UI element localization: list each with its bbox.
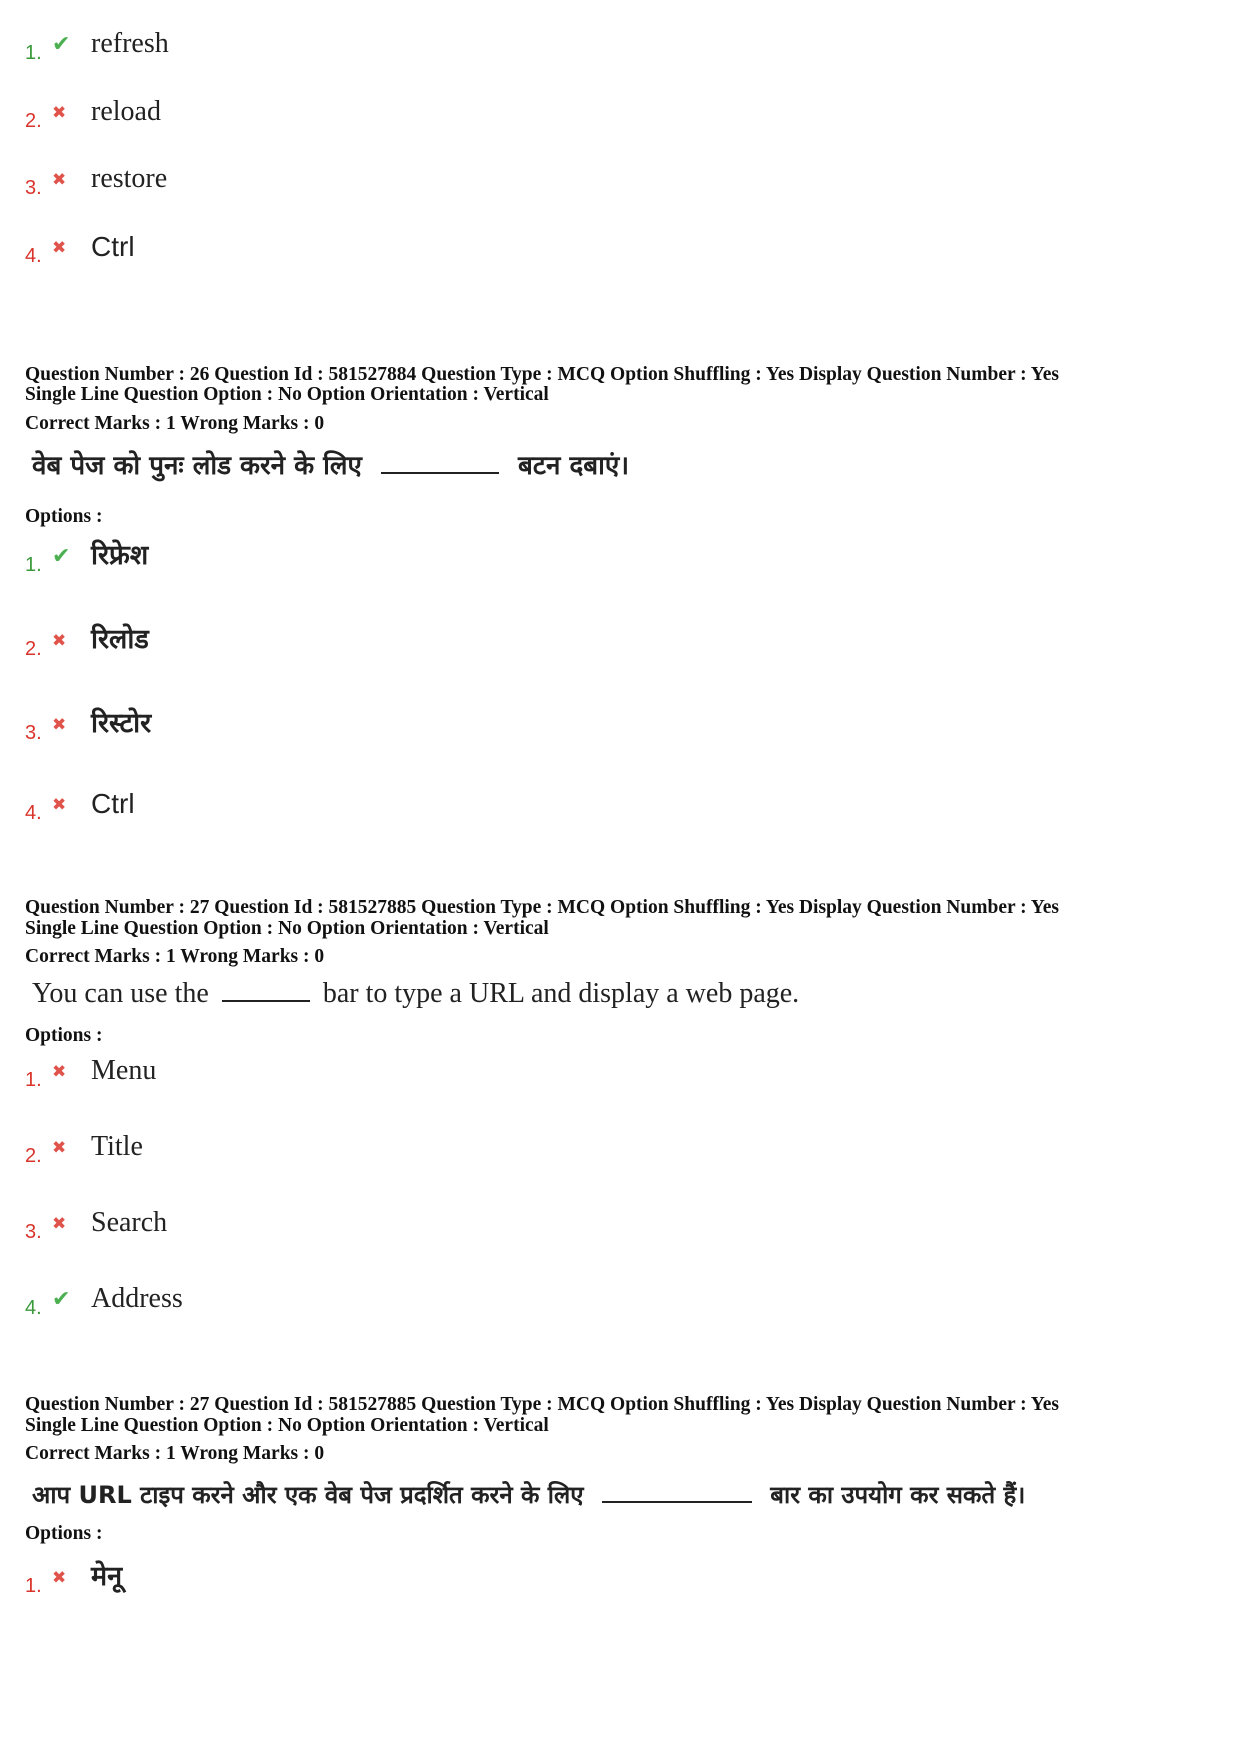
marks-line: Correct Marks : 1 Wrong Marks : 0 (25, 1443, 325, 1464)
answer-blank (602, 1479, 752, 1503)
cross-mark-icon: ✖ (52, 1138, 67, 1158)
question-text-start: वेब पेज को पुनः लोड करने के लिए (32, 451, 362, 481)
option-number: 2. (25, 1145, 42, 1167)
question-text-end: bar to type a URL and display a web page. (322, 978, 800, 1009)
cross-mark-icon: ✖ (52, 238, 67, 258)
options-label: Options : (25, 1523, 103, 1544)
option-text: refresh (91, 28, 169, 59)
cross-mark-icon: ✖ (52, 795, 67, 815)
option-item (25, 1561, 625, 1601)
marks-line: Correct Marks : 1 Wrong Marks : 0 (25, 413, 325, 434)
question-text-start: You can use the (32, 978, 209, 1009)
question-meta-line-1: Question Number : 27 Question Id : 581527885 Question Type : MCQ Option Shuffling : Yes Display Question Number : Yes (25, 897, 1059, 918)
question-text (32, 446, 629, 482)
option-number: 3. (25, 1221, 42, 1243)
check-mark-icon: ✔ (52, 32, 71, 57)
question-meta-line-2: Single Line Question Option : No Option Orientation : Vertical (25, 1415, 549, 1436)
cross-mark-icon: ✖ (52, 1214, 67, 1234)
check-mark-icon: ✔ (52, 1287, 71, 1312)
options-label: Options : (25, 1025, 103, 1046)
option-item (25, 28, 625, 68)
option-number: 2. (25, 110, 42, 132)
answer-blank (381, 450, 499, 474)
question-text-end: बटन दबाएं। (518, 451, 630, 481)
option-number: 3. (25, 177, 42, 199)
option-text: मेनू (91, 1561, 123, 1592)
option-number: 1. (25, 554, 42, 576)
option-text: रिलोड (91, 624, 149, 655)
cross-mark-icon: ✖ (52, 631, 67, 651)
option-text: Menu (91, 1055, 157, 1086)
option-text: Address (91, 1283, 183, 1314)
option-number: 4. (25, 245, 42, 267)
option-item (25, 163, 625, 203)
options-label: Options : (25, 506, 103, 527)
question-text (32, 978, 799, 1010)
option-text: Ctrl (91, 788, 135, 819)
option-text: Search (91, 1207, 168, 1238)
option-item (25, 1131, 625, 1171)
option-number: 3. (25, 722, 42, 744)
option-text: रिस्टोर (91, 708, 152, 739)
option-number: 2. (25, 638, 42, 660)
option-number: 1. (25, 42, 42, 64)
option-item (25, 1055, 625, 1095)
cross-mark-icon: ✖ (52, 715, 67, 735)
option-number: 4. (25, 802, 42, 824)
option-number: 4. (25, 1297, 42, 1319)
option-text: Title (91, 1131, 143, 1162)
option-item (25, 1207, 625, 1247)
option-item (25, 1283, 625, 1323)
marks-line: Correct Marks : 1 Wrong Marks : 0 (25, 946, 325, 967)
option-item (25, 96, 625, 136)
answer-blank (222, 978, 310, 1002)
question-text (32, 1478, 1025, 1511)
question-meta-line-2: Single Line Question Option : No Option Orientation : Vertical (25, 918, 549, 939)
question-text-end: बार का उपयोग कर सकते हैं। (770, 1481, 1026, 1509)
cross-mark-icon: ✖ (52, 103, 67, 123)
option-text: Ctrl (91, 231, 135, 262)
cross-mark-icon: ✖ (52, 1568, 67, 1588)
option-item (25, 624, 625, 664)
cross-mark-icon: ✖ (52, 1062, 67, 1082)
cross-mark-icon: ✖ (52, 170, 67, 190)
option-item (25, 708, 625, 748)
question-meta-line-1: Question Number : 26 Question Id : 581527884 Question Type : MCQ Option Shuffling : Yes Display Question Number : Yes (25, 364, 1059, 385)
question-text-start: आप URL टाइप करने और एक वेब पेज प्रदर्शित करने के लिए (32, 1481, 584, 1509)
option-item (25, 231, 625, 271)
question-meta-line-2: Single Line Question Option : No Option Orientation : Vertical (25, 384, 549, 405)
option-text: reload (91, 96, 161, 127)
option-item (25, 540, 625, 580)
option-item (25, 788, 625, 828)
option-text: रिफ्रेश (91, 540, 149, 571)
option-number: 1. (25, 1575, 42, 1597)
option-text: restore (91, 163, 168, 194)
check-mark-icon: ✔ (52, 544, 71, 569)
question-meta-line-1: Question Number : 27 Question Id : 581527885 Question Type : MCQ Option Shuffling : Yes Display Question Number : Yes (25, 1394, 1059, 1415)
option-number: 1. (25, 1069, 42, 1091)
